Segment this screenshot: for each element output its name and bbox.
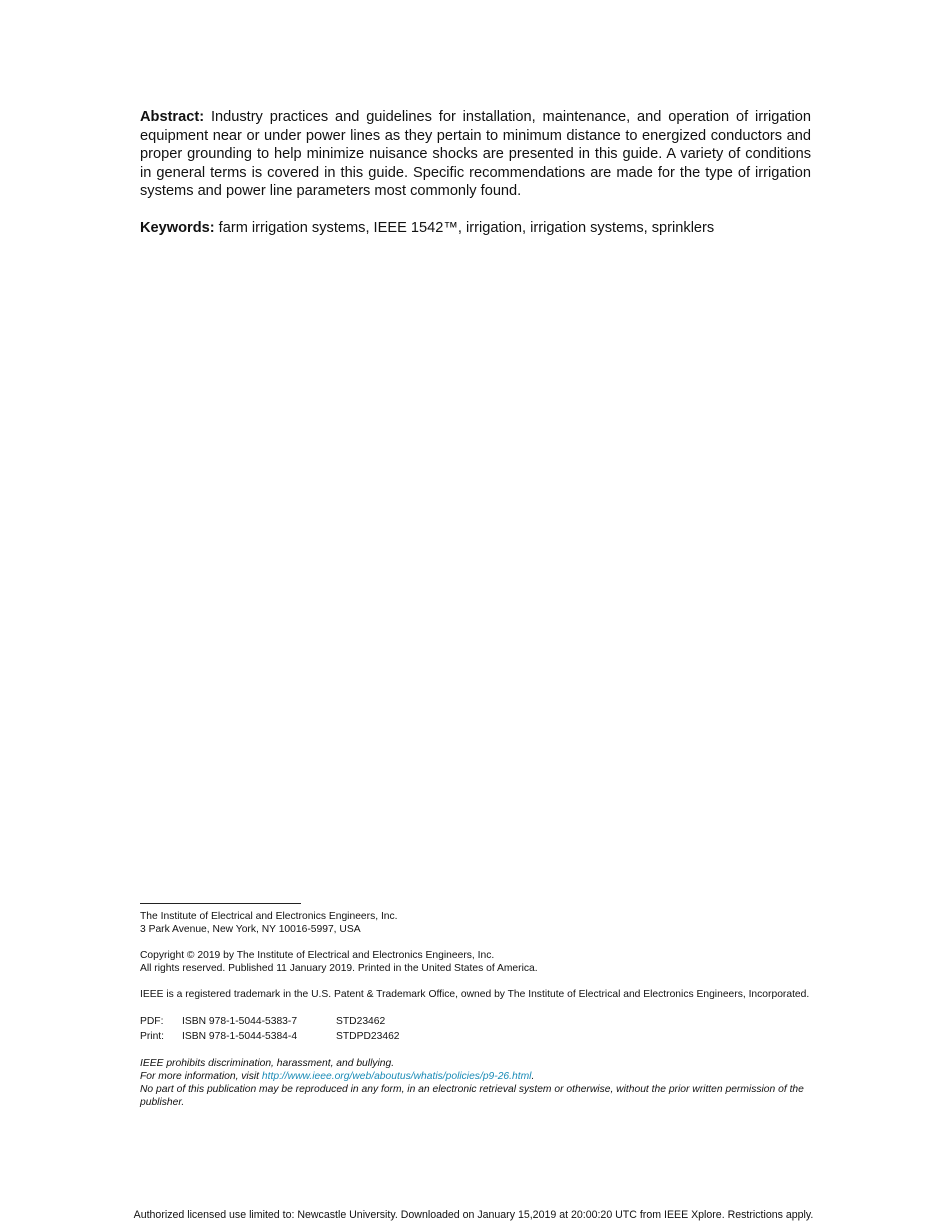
isbn-row-pdf (140, 1014, 400, 1029)
copyright-block (140, 949, 812, 975)
abstract-label: Abstract: (140, 109, 205, 125)
isbn-format: PDF: (140, 1016, 164, 1027)
isbn-format: Print: (140, 1031, 165, 1042)
isbn-number: ISBN 978-1-5044-5383-7 (182, 1016, 298, 1027)
isbn-code: STD23462 (336, 1016, 386, 1027)
more-info-prefix: For more information, visit (140, 1071, 262, 1082)
footer-divider (140, 903, 301, 904)
reproduction-notice: No part of this publication may be reproduced in any form, in an electronic retrieval system or otherwise, without the prior written permission of the publisher. (140, 1084, 804, 1108)
policy-block (140, 1057, 812, 1109)
abstract-paragraph (140, 108, 811, 201)
isbn-code: STDPD23462 (336, 1031, 400, 1042)
publisher-block (140, 910, 812, 936)
authorized-use-notice: Authorized licensed use limited to: Newcastle University. Downloaded on January 15,2019 at 20:00:20 UTC from IEEE Xplore. Restrictions apply. (133, 1209, 814, 1221)
rights-line: All rights reserved. Published 11 January 2019. Printed in the United States of America. (140, 963, 538, 974)
publisher-address: 3 Park Avenue, New York, NY 10016-5997, USA (140, 924, 361, 935)
policy-statement: IEEE prohibits discrimination, harassment, and bullying. (140, 1058, 395, 1069)
copyright-line: Copyright © 2019 by The Institute of Electrical and Electronics Engineers, Inc. (140, 950, 495, 961)
publication-footer (140, 903, 812, 1109)
policy-link[interactable]: http://www.ieee.org/web/aboutus/whatis/policies/p9-26.html (261, 1071, 532, 1082)
abstract-text: Industry practices and guidelines for installation, maintenance, and operation of irrigation equipment near or under power lines as they pertain to minimum distance to energized conductors and proper grounding to help minimize nuisance shocks are presented in this guide. A variety of conditions in general terms is covered in this guide. Specific recommendations are made for the type of irrigation systems and power line parameters most commonly found. (140, 109, 811, 200)
isbn-number: ISBN 978-1-5044-5384-4 (182, 1031, 298, 1042)
publisher-name: The Institute of Electrical and Electronics Engineers, Inc. (140, 911, 398, 922)
more-info-line (140, 1070, 812, 1083)
more-info-suffix: . (531, 1071, 535, 1082)
keywords-text: farm irrigation systems, IEEE 1542™, irrigation, irrigation systems, sprinklers (218, 219, 715, 236)
keywords-label: Keywords: (140, 219, 215, 236)
isbn-table (140, 1014, 400, 1044)
isbn-row-print (140, 1029, 400, 1044)
trademark-notice: IEEE is a registered trademark in the U.S. Patent & Trademark Office, owned by The Institute of Electrical and Electronics Engineers, Incorporated. (140, 989, 810, 1000)
abstract-section (140, 108, 811, 238)
keywords-paragraph (140, 219, 811, 238)
